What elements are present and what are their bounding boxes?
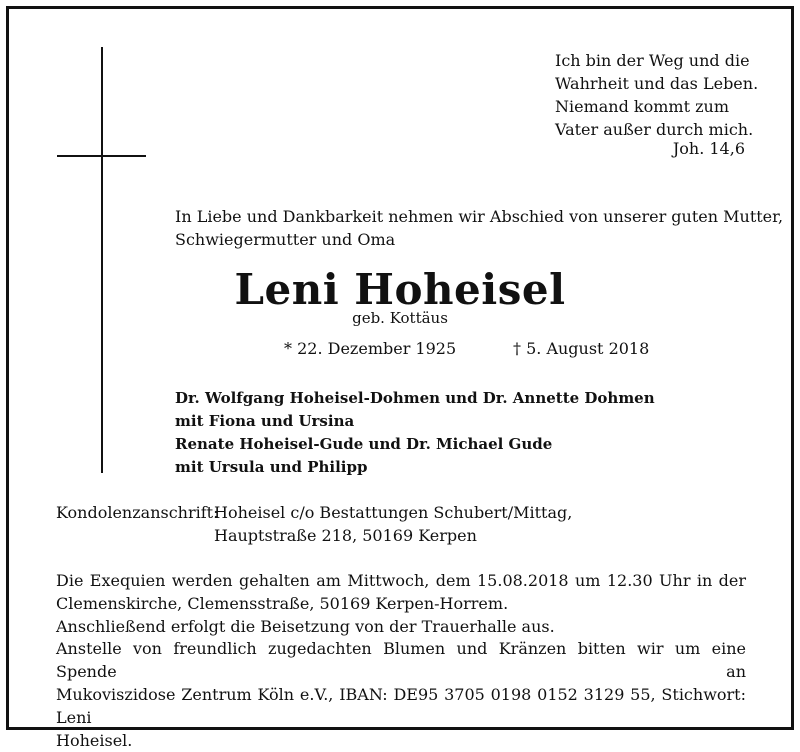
family-line: mit Fiona und Ursina	[175, 412, 355, 430]
funeral-line: Anschließend erfolgt die Beisetzung von der Trauerhalle aus.	[56, 617, 555, 636]
funeral-line: Die Exequien werden gehalten am Mittwoch, dem 15.08.2018 um 12.30 Uhr in der	[56, 571, 746, 590]
intro-line: Schwiegermutter und Oma	[175, 230, 396, 249]
donation-line: Hoheisel.	[56, 731, 133, 750]
death-date: † 5. August 2018	[513, 339, 650, 358]
intro-text	[175, 205, 783, 251]
condolence-address-line2: Hauptstraße 218, 50169 Kerpen	[214, 526, 477, 545]
family-list	[175, 387, 655, 479]
funeral-details	[56, 569, 746, 638]
condolence-address-line1: Hoheisel c/o Bestattungen Schubert/Mittag,	[214, 503, 573, 522]
obituary-frame	[6, 6, 794, 750]
donation-request	[56, 637, 746, 752]
quote-line: Vater außer durch mich.	[555, 120, 754, 139]
maiden-name: geb. Kottäus	[352, 309, 448, 327]
quote-line: Wahrheit und das Leben.	[555, 74, 759, 93]
funeral-line: Clemenskirche, Clemensstraße, 50169 Kerpen-Horrem.	[56, 594, 509, 613]
quote-line: Niemand kommt zum	[555, 97, 730, 116]
family-line: Dr. Wolfgang Hoheisel-Dohmen und Dr. Annette Dohmen	[175, 389, 655, 407]
donation-line: Anstelle von freundlich zugedachten Blumen und Kränzen bitten wir um eine Spende an	[56, 639, 746, 681]
cross-vertical-bar	[101, 47, 103, 473]
birth-date: * 22. Dezember 1925	[284, 339, 457, 358]
deceased-name: Leni Hoheisel	[234, 265, 566, 314]
donation-line: Mukoviszidose Zentrum Köln e.V., IBAN: DE95 3705 0198 0152 3129 55, Stichwort: Leni	[56, 685, 746, 727]
family-line: mit Ursula und Philipp	[175, 458, 368, 476]
intro-line: In Liebe und Dankbarkeit nehmen wir Abschied von unserer guten Mutter,	[175, 207, 784, 226]
cross-horizontal-bar	[57, 155, 146, 157]
family-line: Renate Hoheisel-Gude und Dr. Michael Gude	[175, 435, 553, 453]
quote-reference: Joh. 14,6	[672, 139, 745, 158]
quote-line: Ich bin der Weg und die	[555, 51, 750, 70]
condolence-label: Kondolenzanschrift:	[56, 503, 219, 522]
bible-quote	[555, 49, 758, 141]
